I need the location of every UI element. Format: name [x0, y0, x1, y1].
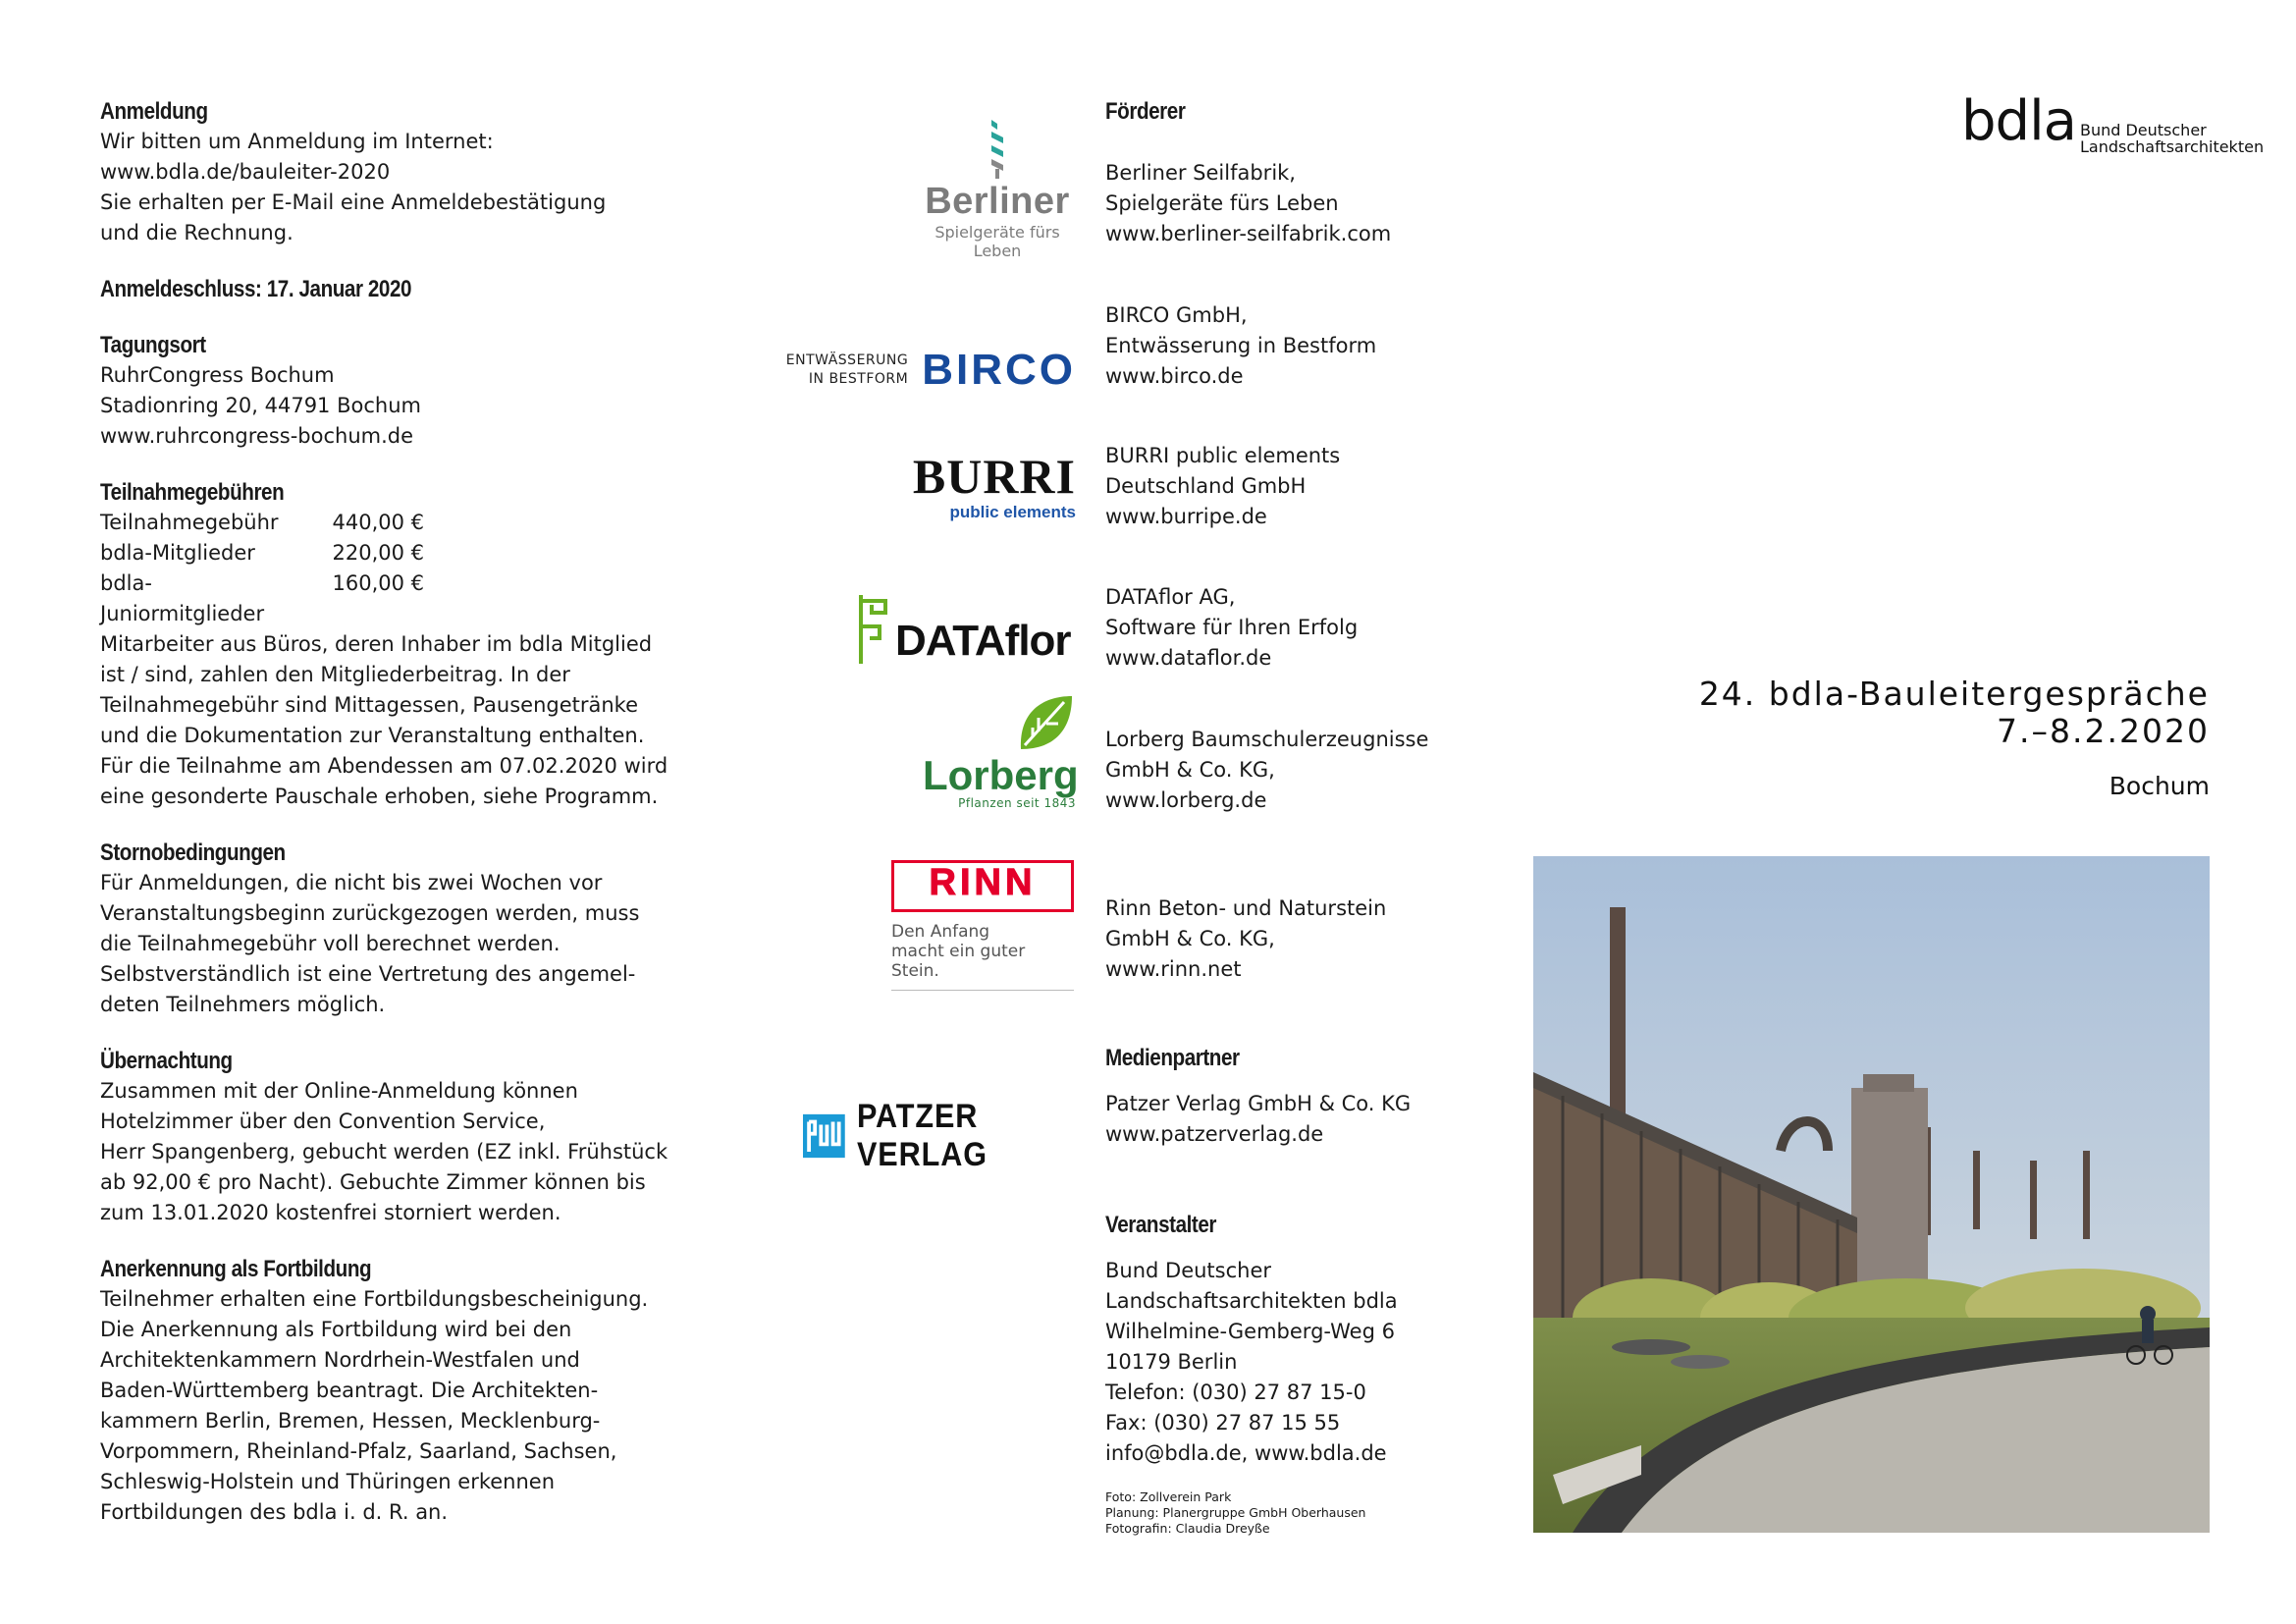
- berliner-logo: [915, 118, 1080, 260]
- sponsor-url[interactable]: www.berliner-seilfabrik.com: [1105, 222, 1392, 245]
- event-title-line: 24. bdla-Bauleitergespräche: [1698, 675, 2210, 713]
- sponsor-entry: [1105, 893, 1386, 985]
- sponsor-line: Rinn Beton- und Naturstein: [1105, 896, 1387, 920]
- accreditation-line: kammern Berlin, Bremen, Hessen, Mecklenburg-: [100, 1409, 601, 1433]
- sponsor-url[interactable]: www.rinn.net: [1105, 957, 1242, 981]
- lorberg-logo: [923, 692, 1079, 810]
- cancellation-line: Veranstaltungsbeginn zurückgezogen werden, muss: [100, 901, 640, 925]
- media-partner-heading: Medienpartner: [1105, 1045, 1240, 1071]
- registration-section: [100, 96, 689, 248]
- accreditation-line: Fortbildungen des bdla i. d. R. an.: [100, 1500, 449, 1524]
- sponsor-url[interactable]: www.lorberg.de: [1105, 788, 1267, 812]
- burri-tagline: public elements: [949, 503, 1076, 521]
- sponsor-entry: [1105, 300, 1376, 392]
- venue-heading: Tagungsort: [100, 332, 206, 358]
- accreditation-line: Baden-Württemberg beantragt. Die Architekten-: [100, 1379, 599, 1402]
- sponsor-entry: [1105, 725, 1428, 816]
- fees-line: und die Dokumentation zur Veranstaltung enthalten.: [100, 724, 645, 747]
- event-title: [1522, 676, 2210, 800]
- birco-wordmark: BIRCO: [922, 346, 1076, 394]
- credit-line: Foto: Zollverein Park: [1105, 1489, 1232, 1504]
- sponsor-entry: [1105, 582, 1358, 674]
- accreditation-heading: Anerkennung als Fortbildung: [100, 1256, 372, 1282]
- fee-row: [100, 568, 689, 629]
- sponsor-url[interactable]: www.burripe.de: [1105, 505, 1267, 528]
- sponsor-line: DATAflor AG,: [1105, 585, 1236, 609]
- organizer-line: Bund Deutscher: [1105, 1259, 1272, 1282]
- registration-line: und die Rechnung.: [100, 221, 294, 244]
- credit-line: Fotografin: Claudia Dreyße: [1105, 1521, 1270, 1536]
- accommodation-line: Zusammen mit der Online-Anmeldung können: [100, 1079, 578, 1103]
- industrial-park-photo: [1533, 856, 2210, 1533]
- accommodation-line: ab 92,00 € pro Nacht). Gebuchte Zimmer können bis: [100, 1170, 646, 1194]
- organizer-contact[interactable]: info@bdla.de, www.bdla.de: [1105, 1441, 1387, 1465]
- media-partner-entry: [1105, 1089, 1411, 1150]
- cancellation-line: Selbstverständlich ist eine Vertretung des angemel-: [100, 962, 636, 986]
- sponsor-entry: [1105, 158, 1391, 249]
- bdla-subtitle-line: Bund Deutscher: [2079, 121, 2207, 139]
- birco-tagline: [786, 352, 908, 389]
- registration-heading: Anmeldung: [100, 98, 208, 125]
- dataflor-logo: [856, 591, 1076, 666]
- patzer-wordmark: PATZER VERLAG: [856, 1098, 988, 1173]
- birco-tagline-line: ENTWÄSSERUNG: [785, 352, 909, 368]
- sponsor-line: GmbH & Co. KG,: [1105, 927, 1275, 950]
- accreditation-line: Architektenkammern Nordrhein-Westfalen und: [100, 1348, 580, 1372]
- dataflor-wordmark: DATAflor: [895, 617, 1071, 665]
- venue-line: Stadionring 20, 44791 Bochum: [100, 394, 421, 417]
- deadline-section: [100, 274, 689, 304]
- fee-label: bdla-Mitglieder: [100, 541, 255, 565]
- accommodation-heading: Übernachtung: [100, 1048, 233, 1074]
- sponsor-line: BIRCO GmbH,: [1105, 303, 1248, 327]
- bdla-subtitle: [2080, 122, 2264, 155]
- bdla-wordmark: bdla: [1961, 89, 2076, 153]
- registration-line: Sie erhalten per E-Mail eine Anmeldebestätigung: [100, 190, 607, 214]
- sponsor-line: Software für Ihren Erfolg: [1105, 616, 1359, 639]
- fee-label: bdla-Juniormitglieder: [100, 571, 265, 625]
- berliner-wordmark: Berliner: [925, 181, 1070, 222]
- cancellation-line: die Teilnahmegebühr voll berechnet werden.: [100, 932, 561, 955]
- credit-line: Planung: Planergruppe GmbH Oberhausen: [1105, 1505, 1366, 1520]
- fees-line: eine gesonderte Pauschale erhoben, siehe Programm.: [100, 785, 659, 808]
- cancellation-section: [100, 838, 689, 1020]
- bdla-logo: [1961, 89, 2265, 156]
- sponsor-line: Spielgeräte fürs Leben: [1105, 191, 1339, 215]
- accommodation-line: Herr Spangenberg, gebucht werden (EZ inkl. Frühstück: [100, 1140, 668, 1164]
- accreditation-line: Die Anerkennung als Fortbildung wird bei den: [100, 1318, 572, 1341]
- venue-section: [100, 330, 689, 452]
- lorberg-wordmark: Lorberg: [923, 752, 1079, 798]
- rinn-tagline-line: Den Anfang: [891, 922, 990, 942]
- organizer-line: Landschaftsarchitekten bdla: [1105, 1289, 1398, 1313]
- venue-line: RuhrCongress Bochum: [100, 363, 335, 387]
- fees-line: ist / sind, zahlen den Mitgliederbeitrag. In der: [100, 663, 570, 686]
- fee-value: 220,00 €: [332, 541, 424, 565]
- organizer-line: Wilhelmine-Gemberg-Weg 6: [1105, 1320, 1395, 1343]
- sponsor-line: Deutschland GmbH: [1105, 474, 1307, 498]
- sponsor-line: GmbH & Co. KG,: [1105, 758, 1275, 782]
- fees-heading: Teilnahmegebühren: [100, 479, 285, 506]
- fee-row: [100, 538, 689, 568]
- sponsors-heading: Förderer: [1105, 98, 1186, 125]
- sponsor-entry: [1105, 441, 1340, 532]
- registration-url[interactable]: www.bdla.de/bauleiter-2020: [100, 160, 391, 184]
- media-partner-url[interactable]: www.patzerverlag.de: [1105, 1122, 1324, 1146]
- rinn-tagline-line: macht ein guter Stein.: [891, 942, 1026, 981]
- organizer-entry: [1105, 1256, 1398, 1469]
- fees-line: Teilnahmegebühr sind Mittagessen, Pausengetränke: [100, 693, 639, 717]
- accommodation-section: [100, 1046, 689, 1228]
- registration-line: Wir bitten um Anmeldung im Internet:: [100, 130, 494, 153]
- accreditation-line: Vorpommern, Rheinland-Pfalz, Saarland, Sachsen,: [100, 1439, 617, 1463]
- berliner-tagline: Spielgeräte fürs Leben: [934, 223, 1060, 260]
- fees-line: Mitarbeiter aus Büros, deren Inhaber im bdla Mitglied: [100, 632, 653, 656]
- patzer-mark-icon: [803, 1108, 845, 1164]
- patzer-logo: [803, 1098, 1078, 1174]
- info-column: [100, 96, 689, 1553]
- fees-line: Für die Teilnahme am Abendessen am 07.02.2020 wird: [100, 754, 668, 778]
- sponsor-line: Lorberg Baumschulerzeugnisse: [1105, 728, 1429, 751]
- organizer-line: Telefon: (030) 27 87 15-0: [1105, 1380, 1366, 1404]
- fee-value: 440,00 €: [332, 511, 424, 534]
- sponsor-url[interactable]: www.dataflor.de: [1105, 646, 1272, 670]
- accommodation-line: Hotelzimmer über den Convention Service,: [100, 1110, 546, 1133]
- rinn-logo: [891, 860, 1074, 991]
- cancellation-heading: Stornobedingungen: [100, 839, 286, 866]
- birco-logo: [785, 346, 1076, 395]
- rinn-tagline: [891, 922, 1074, 981]
- berliner-mark-icon: [983, 118, 1012, 179]
- accreditation-line: Schleswig-Holstein und Thüringen erkennen: [100, 1470, 556, 1493]
- burri-wordmark: BURRI: [912, 449, 1076, 504]
- event-date: 7.–8.2.2020: [1997, 712, 2210, 750]
- fee-row: [100, 508, 689, 538]
- lorberg-tagline: Pflanzen seit 1843: [958, 796, 1076, 810]
- accreditation-line: Teilnehmer erhalten eine Fortbildungsbescheinigung.: [100, 1287, 649, 1311]
- dataflor-plant-icon: [856, 591, 889, 666]
- sponsor-line: BURRI public elements: [1105, 444, 1341, 467]
- rinn-divider: [891, 990, 1074, 991]
- cancellation-line: Für Anmeldungen, die nicht bis zwei Wochen vor: [100, 871, 603, 894]
- sponsor-line: Entwässerung in Bestform: [1105, 334, 1377, 357]
- burri-logo: [880, 450, 1076, 522]
- cover-photo: [1533, 856, 2210, 1533]
- venue-url[interactable]: www.ruhrcongress-bochum.de: [100, 424, 414, 448]
- media-partner-line: Patzer Verlag GmbH & Co. KG: [1105, 1092, 1412, 1115]
- sponsor-url[interactable]: www.birco.de: [1105, 364, 1244, 388]
- organizer-line: Fax: (030) 27 87 15 55: [1105, 1411, 1341, 1435]
- event-city: Bochum: [2109, 772, 2210, 800]
- organizer-heading: Veranstalter: [1105, 1212, 1217, 1238]
- birco-tagline-line: IN BESTFORM: [808, 371, 909, 387]
- accreditation-section: [100, 1254, 689, 1528]
- fees-section: [100, 477, 689, 812]
- accommodation-line: zum 13.01.2020 kostenfrei storniert werden.: [100, 1201, 561, 1224]
- deadline-heading: Anmeldeschluss: 17. Januar 2020: [100, 276, 412, 302]
- bdla-subtitle-line: Landschaftsarchitekten: [2079, 137, 2265, 156]
- organizer-line: 10179 Berlin: [1105, 1350, 1238, 1374]
- sponsor-line: Berliner Seilfabrik,: [1105, 161, 1296, 185]
- fee-label: Teilnahmegebühr: [100, 511, 279, 534]
- fee-value: 160,00 €: [332, 571, 424, 595]
- rinn-wordmark-box: [891, 860, 1074, 912]
- lorberg-leaf-icon: [1013, 692, 1076, 755]
- cancellation-line: deten Teilnehmers möglich.: [100, 993, 386, 1016]
- photo-credits: [1105, 1489, 1365, 1537]
- rinn-wordmark: RINN: [929, 862, 1037, 903]
